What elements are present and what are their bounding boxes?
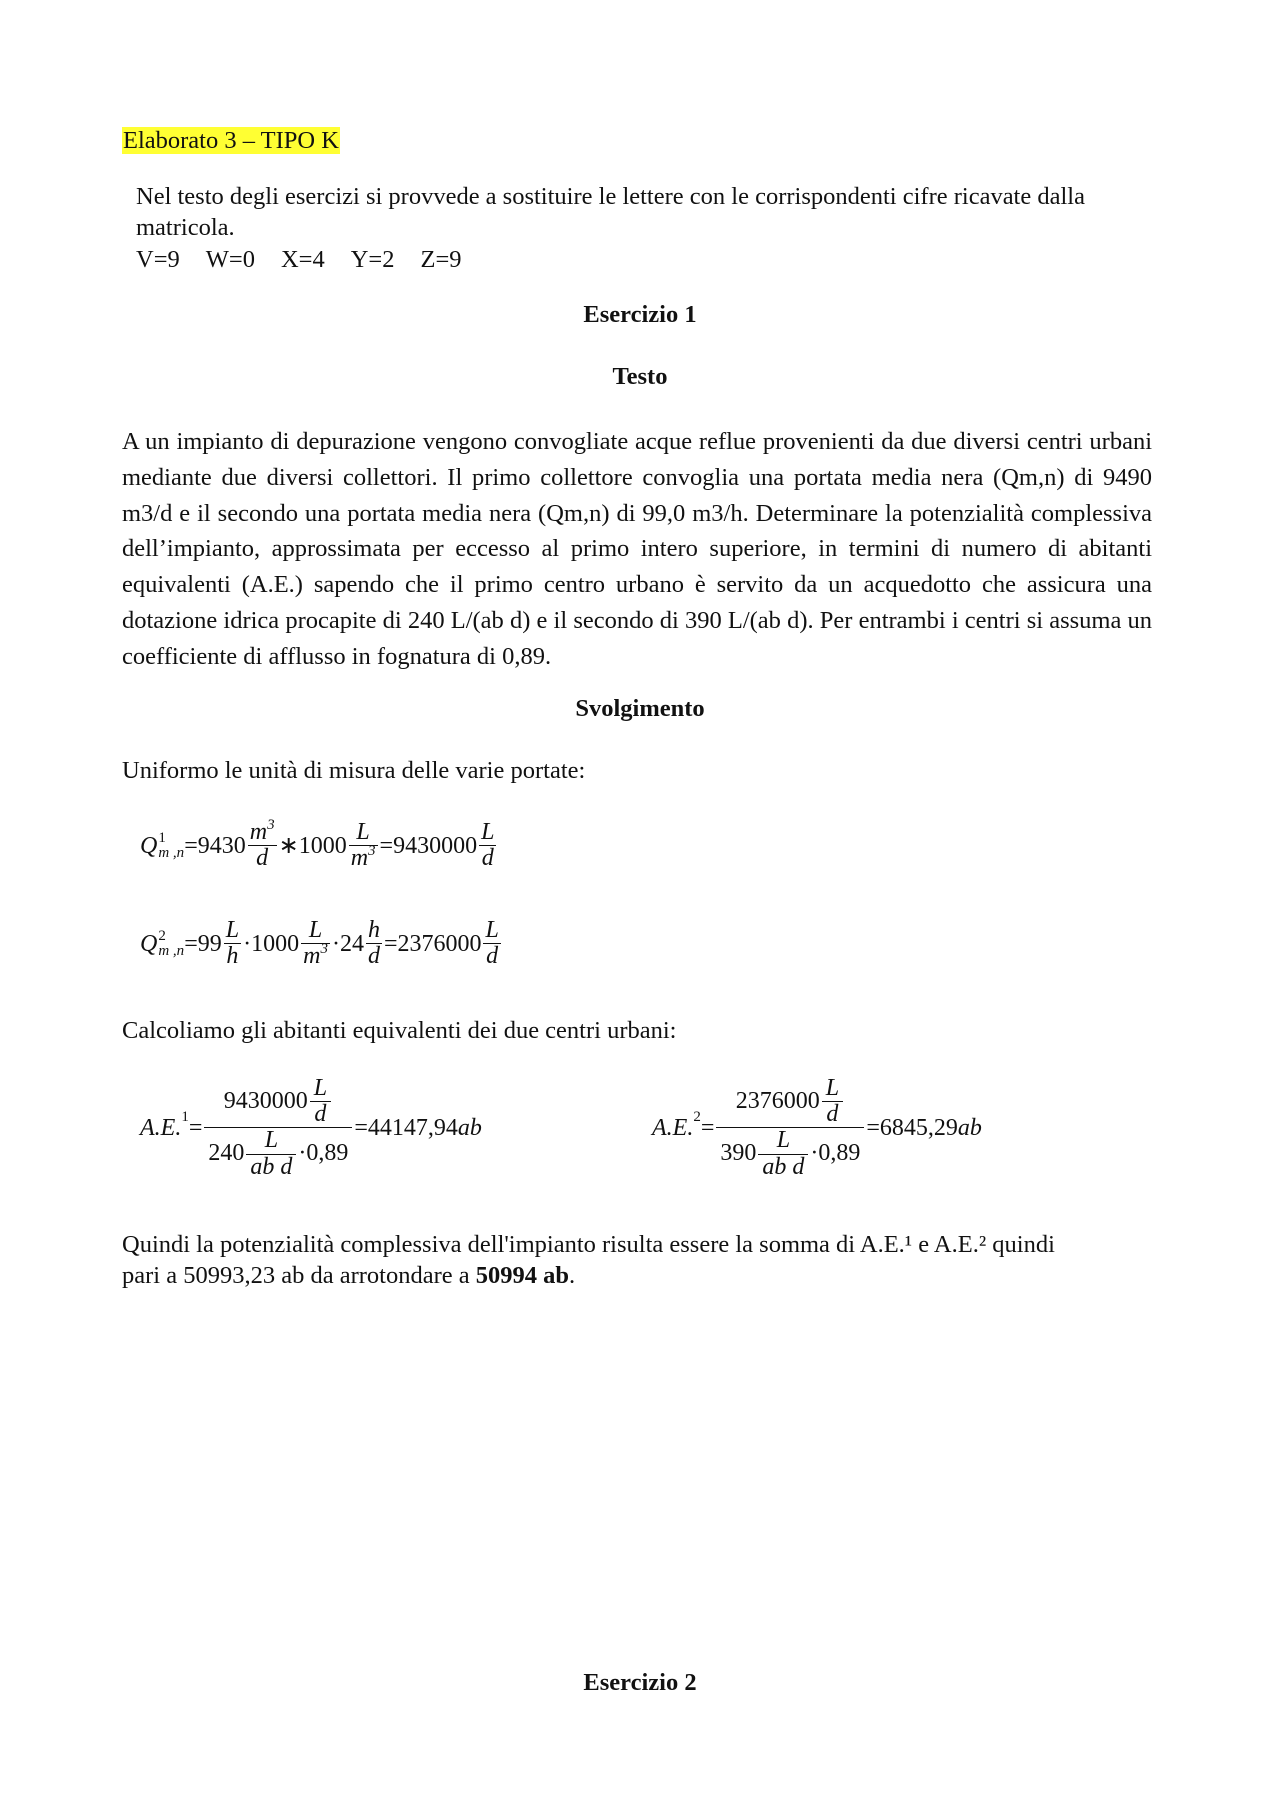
conclusion bbox=[122, 1230, 1162, 1291]
ae1-main-fraction: 9430000 $\frac{L}{d}$ 240 $\frac{L}{\text{ab d}}$ · 0,89 bbox=[204, 1076, 352, 1180]
ae2-symbol: A.E. bbox=[652, 1114, 694, 1141]
equation-ae1: A.E. 1 = 9430000 $\frac{L}{d}$ 240 $\frac{L}{\text{ab d}}$ · 0,89 = 44147,94 ab bbox=[140, 1075, 482, 1180]
equation-q2: Q 2 m ,n = 99 $\frac{L}{h}$ · 1000 $\frac{L}{m^3}$ · 24 $\frac{h}{d}$ = 2376000 $\frac{L}{d}$ bbox=[140, 917, 499, 970]
intro-text: Nel testo degli esercizi si provvede a sostituire le lettere con le corrispondenti cifre ricavate dalla matricola. bbox=[136, 183, 1085, 241]
document-title bbox=[122, 124, 340, 159]
final-result: 50994 ab bbox=[475, 1261, 570, 1289]
conclusion-line2: pari a 50993,23 ab da arrotondare a 50994 ab. bbox=[122, 1261, 576, 1289]
eq2-factor-fraction: $\frac{L}{m^3}$ bbox=[303, 917, 328, 970]
eq2-value: 99 bbox=[197, 930, 222, 957]
ae2-main-fraction: 2376000 $\frac{L}{d}$ 390 $\frac{L}{\text{ab d}}$ · 0,89 bbox=[716, 1076, 864, 1180]
eq1-operator: ∗ bbox=[278, 832, 299, 859]
eq1-symbol: Q bbox=[140, 832, 158, 859]
ae1-superscript: 1 bbox=[181, 1109, 189, 1126]
variable-list bbox=[136, 245, 1156, 276]
ae-intro: Calcoliamo gli abitanti equivalenti dei due centri urbani: bbox=[122, 1017, 677, 1044]
ae1-unit: ab bbox=[457, 1114, 482, 1141]
exercise2-title: Esercizio 2 bbox=[583, 1669, 697, 1696]
eq1-indices: 1 m ,n bbox=[158, 829, 185, 861]
eq1-value: 9430 bbox=[197, 832, 246, 859]
var-v: V=9 bbox=[136, 246, 180, 274]
eq2-unit-fraction: $\frac{L}{h}$ bbox=[225, 917, 240, 970]
ae2-result: 6845,29 bbox=[879, 1114, 958, 1141]
ae2-superscript: 2 bbox=[693, 1109, 701, 1126]
highlighted-title: Elaborato 3 – TIPO K bbox=[123, 127, 339, 154]
var-w: W=0 bbox=[205, 246, 255, 274]
testo-heading: Testo bbox=[612, 363, 668, 390]
eq1-unit-fraction: $\frac{m^3}{d}$ bbox=[249, 817, 275, 872]
intro-block bbox=[136, 182, 1156, 276]
ae2-unit: ab bbox=[957, 1114, 982, 1141]
eq2-factor: 1000 bbox=[251, 930, 300, 957]
eq2-factor2: 24 bbox=[339, 930, 364, 957]
eq1-factor-fraction: $\frac{L}{m^3}$ bbox=[350, 819, 376, 872]
exercise1-title: Esercizio 1 bbox=[583, 301, 697, 328]
svolgimento-heading: Svolgimento bbox=[575, 695, 705, 722]
eq1-factor: 1000 bbox=[298, 832, 347, 859]
eq2-result: 2376000 bbox=[397, 930, 482, 957]
eq2-result-fraction: $\frac{L}{d}$ bbox=[485, 917, 499, 970]
equation-ae2: A.E. 2 = 2376000 $\frac{L}{d}$ 390 $\frac{L}{\text{ab d}}$ · 0,89 = 6845,29 ab bbox=[652, 1075, 982, 1180]
var-y: Y=2 bbox=[350, 246, 395, 274]
eq2-indices: 2 m ,n bbox=[158, 927, 185, 959]
eq2-symbol: Q bbox=[140, 930, 158, 957]
exercise1-text: A un impianto di depurazione vengono convogliate acque reflue provenienti da due diversi centri urbani mediante due diversi collettori. Il primo collettore convoglia una portata media nera (Qm,n) di 9490 m3/d e il secondo una portata media nera (Qm,n) di 99,0 m3/h. Determinare la potenzialità complessiva dell’impianto, approssimata per eccesso al primo intero superiore, in termini di numero di abitanti equivalenti (A.E.) sapendo che il primo centro urbano è servito da un acquedotto che assicura una dotazione idrica procapite di 240 L/(ab d) e il secondo di 390 L/(ab d). Per entrambi i centri si assuma un coefficiente di afflusso in fognatura di 0,89. bbox=[122, 428, 1152, 670]
var-x: X=4 bbox=[280, 246, 325, 274]
eq1-result-fraction: $\frac{L}{d}$ bbox=[481, 819, 495, 872]
conclusion-line1: Quindi la potenzialità complessiva dell'impianto risulta essere la somma di A.E.¹ e A.E.² quindi bbox=[122, 1231, 1055, 1258]
ae1-symbol: A.E. bbox=[140, 1114, 182, 1141]
eq1-result: 9430000 bbox=[393, 832, 478, 859]
eq2-factor2-fraction: $\frac{h}{d}$ bbox=[367, 917, 380, 970]
units-intro: Uniformo le unità di misura delle varie portate: bbox=[122, 757, 586, 784]
ae1-result: 44147,94 bbox=[367, 1114, 458, 1141]
equation-q1: Q 1 m ,n = 9430 $\frac{m^3}{d}$ ∗ 1000 $\frac{L}{m^3}$ = 9430000 $\frac{L}{d}$ bbox=[140, 817, 495, 872]
var-z: Z=9 bbox=[420, 246, 462, 274]
